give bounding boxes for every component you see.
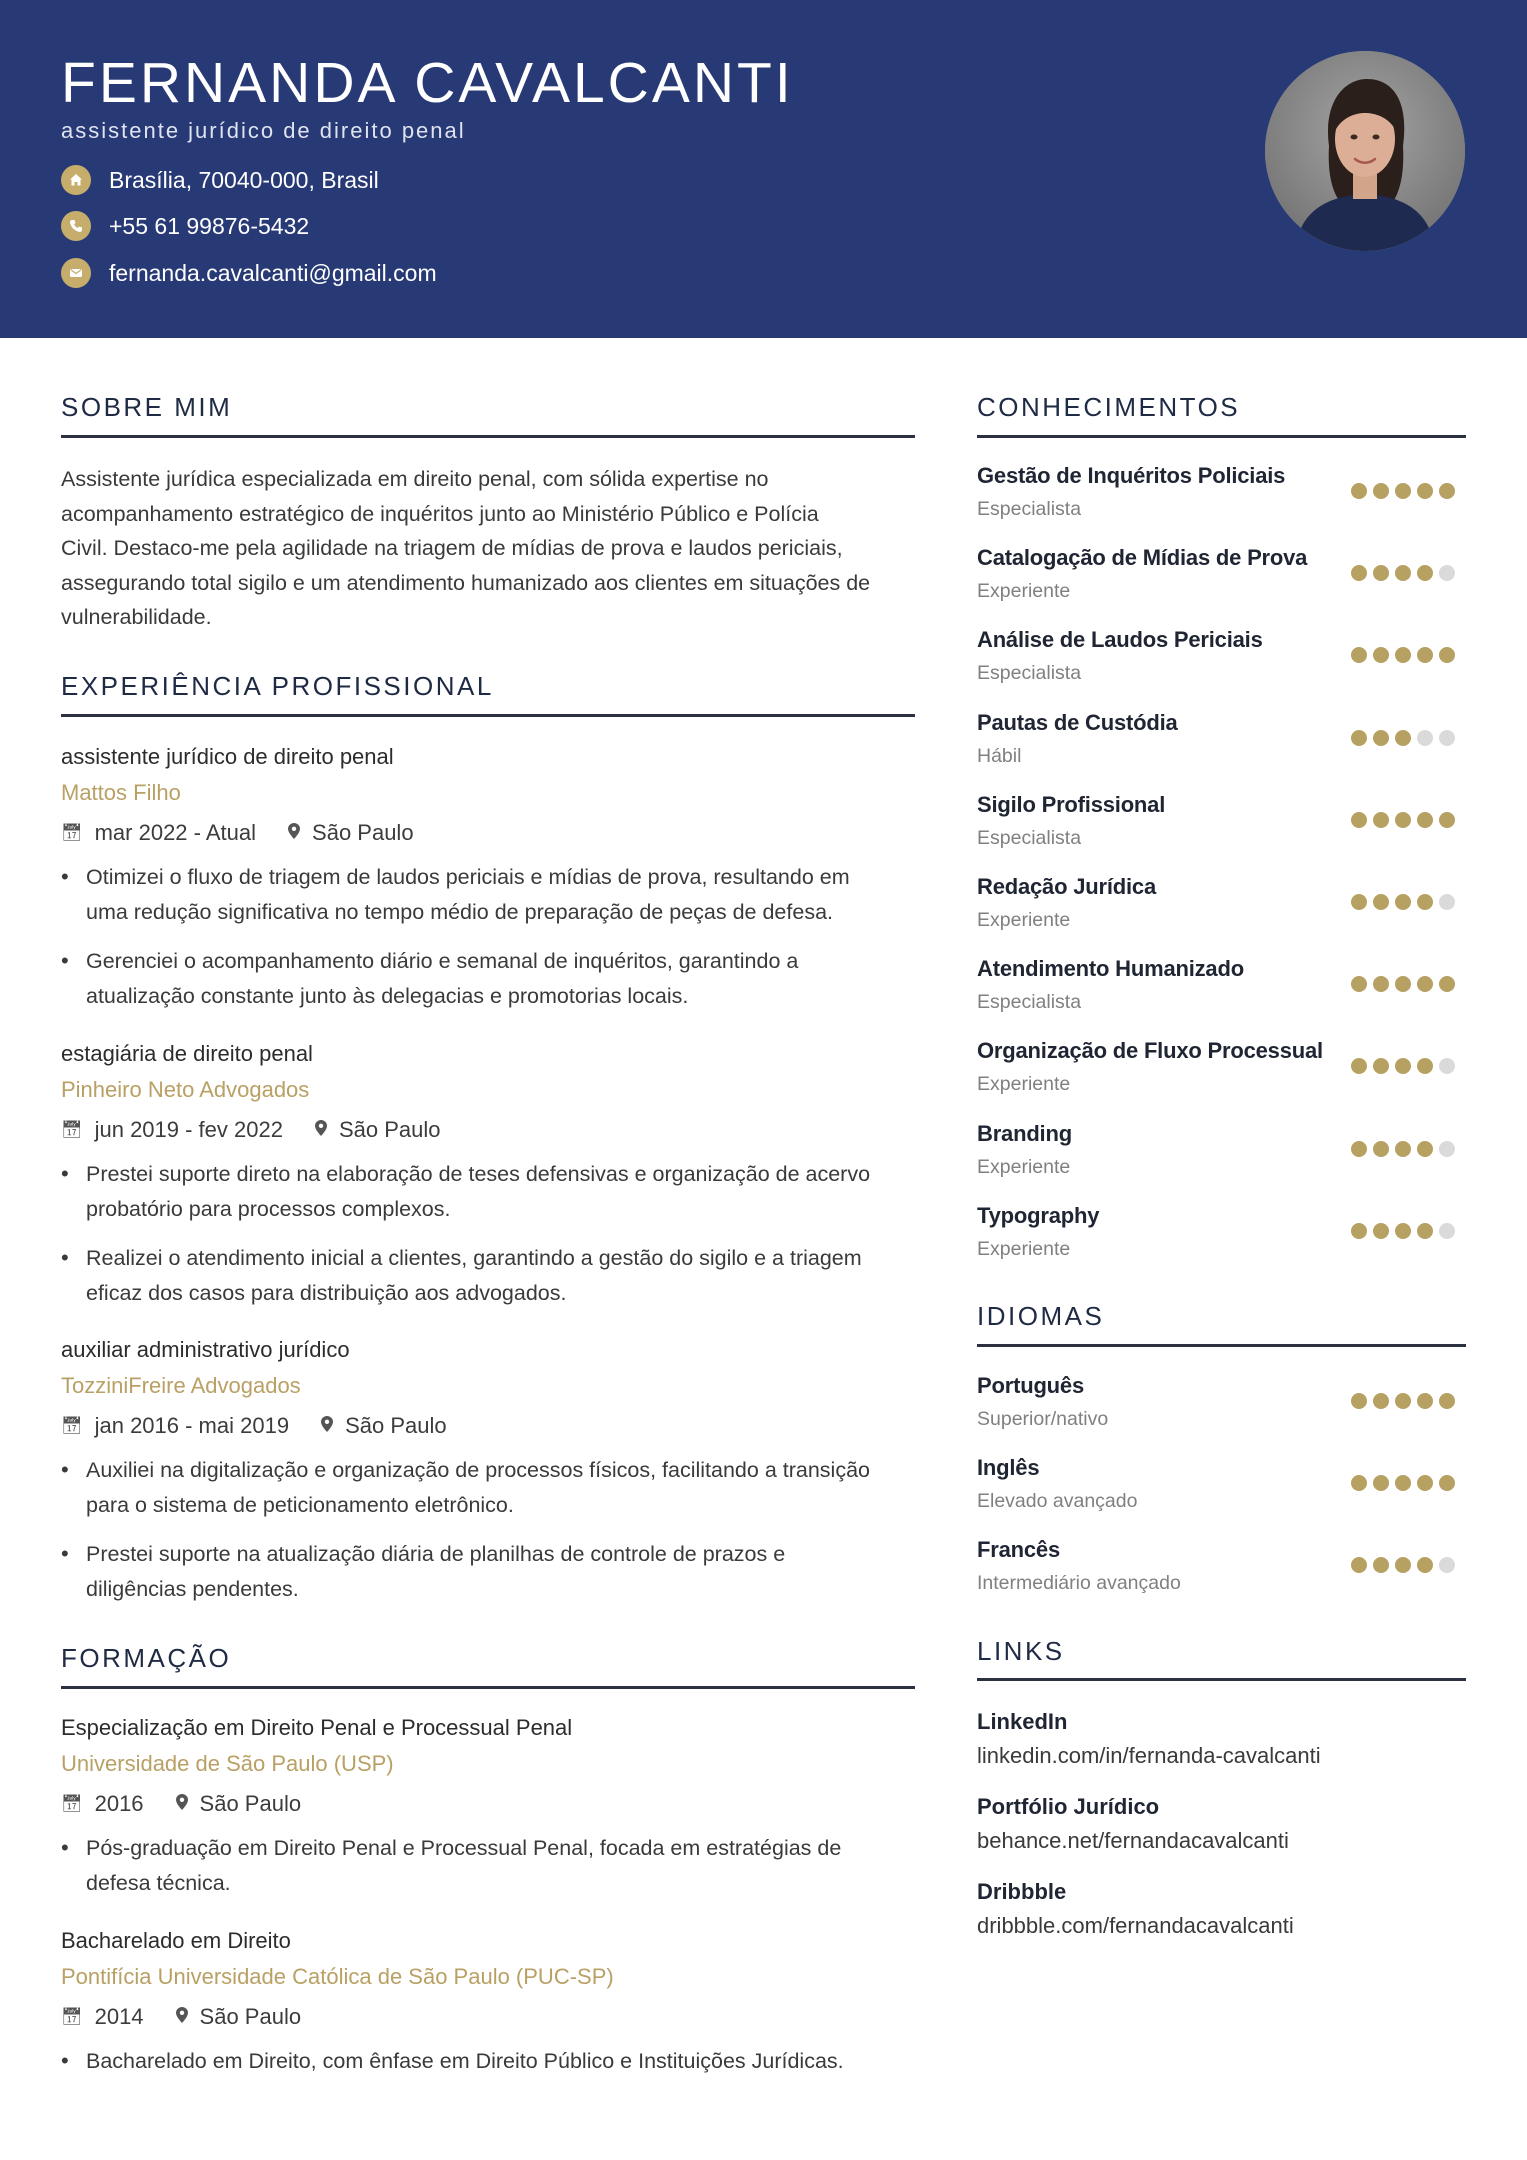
education-location: São Paulo <box>199 2004 302 2029</box>
rating-dot-filled <box>1417 812 1433 828</box>
rating-dot-filled <box>1351 1393 1367 1409</box>
job-title: assistente jurídico de direito penal <box>61 744 394 769</box>
rating-dot-filled <box>1351 976 1367 992</box>
job-meta <box>61 820 414 846</box>
rating-dot-filled <box>1395 894 1411 910</box>
company-name: TozziniFreire Advogados <box>61 1373 301 1398</box>
section-divider <box>61 1686 915 1689</box>
link-url-linkedin[interactable]: linkedin.com/in/fernanda-cavalcanti <box>977 1743 1321 1768</box>
bullet-dot: • <box>61 1245 69 1270</box>
job-bullet: • Auxiliei na digitalização e organização de processos físicos, facilitando a transição para o sistema de peticionamento eletrônico. <box>61 1453 915 1522</box>
rating-dot-filled <box>1395 1475 1411 1491</box>
section-title-experience: EXPERIÊNCIA PROFISSIONAL <box>61 671 494 701</box>
contact-address <box>61 163 379 197</box>
bullet-dot: • <box>61 864 69 889</box>
job-title: auxiliar administrativo jurídico <box>61 1337 350 1362</box>
section-divider <box>977 435 1466 438</box>
rating-dot-filled <box>1395 976 1411 992</box>
rated-item-name: Organização de Fluxo Processual <box>977 1038 1323 1064</box>
education-year: 2016 <box>94 1791 144 1816</box>
contact-email[interactable] <box>61 256 437 290</box>
rating-dot-filled <box>1351 1475 1367 1491</box>
rated-item-level: Superior/nativo <box>977 1408 1109 1430</box>
rating-dot-filled <box>1395 483 1411 499</box>
section-divider <box>61 435 915 438</box>
rating-dot-filled <box>1395 1557 1411 1573</box>
rated-item-name: Atendimento Humanizado <box>977 956 1244 982</box>
rated-item-name: Inglês <box>977 1455 1040 1480</box>
rating-dot-filled <box>1417 565 1433 581</box>
email-text[interactable]: fernanda.cavalcanti@gmail.com <box>109 259 437 286</box>
home-icon <box>61 165 91 195</box>
education-location: São Paulo <box>199 1791 302 1816</box>
rating-dot-filled <box>1417 976 1433 992</box>
rated-item-name: Redação Jurídica <box>977 874 1156 899</box>
bullet-dot: • <box>61 1835 69 1860</box>
section-divider <box>977 1678 1466 1681</box>
degree-title: Bacharelado em Direito <box>61 1928 291 1953</box>
section-title-languages: IDIOMAS <box>977 1301 1105 1331</box>
rating-dot-filled <box>1395 1393 1411 1409</box>
rating-dot-empty <box>1439 565 1455 581</box>
rated-item-name: Typography <box>977 1202 1100 1228</box>
link-url-dribbble[interactable]: dribbble.com/fernandacavalcanti <box>977 1913 1294 1938</box>
rating-dot-empty <box>1439 1557 1455 1573</box>
rating-dot-filled <box>1351 812 1367 828</box>
rating-dot-filled <box>1395 812 1411 828</box>
bullet-dot: • <box>61 1457 69 1482</box>
rating-dots <box>1351 730 1455 746</box>
about-line: vulnerabilidade. <box>61 605 212 629</box>
rating-dots <box>1351 565 1455 581</box>
location-pin-icon <box>315 1120 327 1141</box>
bullet-dot: • <box>61 2048 69 2073</box>
location-pin-icon <box>176 1794 188 1815</box>
phone-icon <box>61 211 91 241</box>
rating-dot-filled <box>1351 483 1367 499</box>
rated-item-name: Português <box>977 1373 1084 1398</box>
education-meta <box>61 1791 301 1817</box>
rating-dot-filled <box>1395 1141 1411 1157</box>
rating-dots <box>1351 1223 1455 1239</box>
rating-dots <box>1351 1058 1455 1074</box>
calendar-icon: 📅︎ <box>61 1416 83 1435</box>
rating-dot-filled <box>1417 1141 1433 1157</box>
about-line: assegurando total sigilo e um atendimento humanizado aos clientes em situações de <box>61 570 871 595</box>
job-bullet: • Gerenciei o acompanhamento diário e semanal de inquéritos, garantindo a atualização constante junto às delegacias e promotorias locais. <box>61 944 915 1013</box>
job-bullet: • Prestei suporte direto na elaboração de teses defensivas e organização de acervo probatório para processos complexos. <box>61 1157 915 1226</box>
rating-dot-filled <box>1351 1557 1367 1573</box>
rated-item-level: Hábil <box>977 744 1022 767</box>
rating-dot-filled <box>1373 1393 1389 1409</box>
about-line: acompanhamento estratégico de inquéritos junto ao Ministério Público e Polícia <box>61 501 819 526</box>
rated-item-level: Experiente <box>977 1073 1071 1096</box>
rated-item-level: Experiente <box>977 1155 1071 1178</box>
rating-dot-filled <box>1351 565 1367 581</box>
about-line: Civil. Destaco-me pela agilidade na triagem de mídias de prova e laudos periciais, <box>61 536 843 560</box>
job-bullet: • Realizei o atendimento inicial a clientes, garantindo a gestão do sigilo e a triagem eficaz dos casos para distribuição aos advogados. <box>61 1241 915 1310</box>
rating-dot-filled <box>1395 647 1411 663</box>
contact-phone <box>61 209 309 243</box>
rated-item-level: Especialista <box>977 662 1082 685</box>
rating-dot-filled <box>1373 565 1389 581</box>
degree-title: Especialização em Direito Penal e Processual Penal <box>61 1715 573 1740</box>
job-meta <box>61 1413 447 1439</box>
job-title: estagiária de direito penal <box>61 1041 313 1066</box>
calendar-icon: 📅︎ <box>61 1794 83 1813</box>
rating-dot-filled <box>1417 1557 1433 1573</box>
rated-item-level: Experiente <box>977 1237 1071 1260</box>
rating-dot-filled <box>1439 1393 1455 1409</box>
rating-dots <box>1351 1475 1455 1491</box>
rated-item-level: Especialista <box>977 826 1082 849</box>
section-title-education: FORMAÇÃO <box>61 1643 232 1673</box>
calendar-icon: 📅︎ <box>61 823 83 842</box>
school-name: Universidade de São Paulo (USP) <box>61 1751 394 1776</box>
rating-dot-filled <box>1373 976 1389 992</box>
rating-dot-filled <box>1395 1223 1411 1239</box>
rating-dot-filled <box>1351 1223 1367 1239</box>
rating-dot-filled <box>1395 565 1411 581</box>
education-year: 2014 <box>94 2004 144 2029</box>
education-meta <box>61 2004 301 2030</box>
rating-dot-filled <box>1417 483 1433 499</box>
address-text: Brasília, 70040-000, Brasil <box>109 166 379 193</box>
rated-item-name: Francês <box>977 1537 1060 1562</box>
bullet-dot: • <box>61 1541 69 1566</box>
link-url-portfolio[interactable]: behance.net/fernandacavalcanti <box>977 1828 1289 1853</box>
rating-dot-filled <box>1417 647 1433 663</box>
rating-dot-filled <box>1351 730 1367 746</box>
rating-dot-filled <box>1351 1058 1367 1074</box>
rated-item-level: Intermediário avançado <box>977 1572 1181 1594</box>
rating-dot-filled <box>1373 1475 1389 1491</box>
rating-dot-filled <box>1373 812 1389 828</box>
education-bullet: • Bacharelado em Direito, com ênfase em Direito Público e Instituições Jurídicas. <box>61 2044 915 2079</box>
rated-item-name: Análise de Laudos Periciais <box>977 627 1263 653</box>
rating-dot-filled <box>1373 1058 1389 1074</box>
rated-item-level: Especialista <box>977 498 1082 520</box>
rating-dot-empty <box>1417 730 1433 746</box>
rating-dot-empty <box>1439 894 1455 910</box>
rating-dots <box>1351 1393 1455 1409</box>
rating-dot-filled <box>1417 1223 1433 1239</box>
rated-item-name: Gestão de Inquéritos Policiais <box>977 463 1286 488</box>
phone-text: +55 61 99876-5432 <box>109 212 310 239</box>
bullet-dot: • <box>61 948 69 973</box>
rated-item-name: Sigilo Profissional <box>977 791 1166 817</box>
rating-dot-filled <box>1373 894 1389 910</box>
resume-header <box>0 0 1527 338</box>
rated-item-level: Especialista <box>977 991 1082 1014</box>
rating-dot-empty <box>1439 1223 1455 1239</box>
rating-dot-filled <box>1373 1557 1389 1573</box>
candidate-name: FERNANDA CAVALCANTI <box>61 51 794 115</box>
job-dates: mar 2022 - Atual <box>94 820 257 845</box>
location-pin-icon <box>176 2007 188 2028</box>
rating-dot-filled <box>1417 1058 1433 1074</box>
link-label-portfolio: Portfólio Jurídico <box>977 1794 1160 1819</box>
section-title-about: SOBRE MIM <box>61 392 233 422</box>
rating-dot-filled <box>1373 483 1389 499</box>
rating-dot-filled <box>1373 730 1389 746</box>
rating-dot-filled <box>1417 1475 1433 1491</box>
calendar-icon: 📅︎ <box>61 1120 83 1139</box>
job-dates: jun 2019 - fev 2022 <box>94 1117 283 1142</box>
about-paragraph <box>61 462 915 635</box>
calendar-icon: 📅︎ <box>61 2007 83 2026</box>
job-bullet: • Prestei suporte na atualização diária de planilhas de controle de prazos e diligências pendentes. <box>61 1537 915 1606</box>
mail-icon <box>61 258 91 288</box>
rating-dot-filled <box>1417 1393 1433 1409</box>
location-pin-icon <box>321 1416 333 1437</box>
rating-dot-filled <box>1439 812 1455 828</box>
rating-dot-filled <box>1373 1141 1389 1157</box>
bullet-dot: • <box>61 1161 69 1186</box>
rating-dot-empty <box>1439 1058 1455 1074</box>
rated-item-level: Experiente <box>977 909 1071 931</box>
rating-dot-filled <box>1439 976 1455 992</box>
rating-dots <box>1351 1141 1455 1157</box>
rating-dots <box>1351 976 1455 992</box>
section-divider <box>61 714 915 717</box>
rating-dot-filled <box>1351 647 1367 663</box>
section-title-links: LINKS <box>977 1636 1065 1666</box>
rating-dot-filled <box>1351 894 1367 910</box>
company-name: Mattos Filho <box>61 780 181 805</box>
rating-dot-filled <box>1417 894 1433 910</box>
rated-item-name: Pautas de Custódia <box>977 709 1178 735</box>
link-label-linkedin: LinkedIn <box>977 1709 1068 1734</box>
section-title-skills: CONHECIMENTOS <box>977 392 1241 422</box>
rating-dots <box>1351 894 1455 910</box>
education-bullet: • Pós-graduação em Direito Penal e Processual Penal, focada em estratégias de defesa técnica. <box>61 1831 915 1900</box>
rating-dot-empty <box>1439 730 1455 746</box>
rated-item-name: Branding <box>977 1120 1072 1146</box>
location-pin-icon <box>288 823 300 844</box>
rating-dots <box>1351 483 1455 499</box>
rating-dot-filled <box>1351 1141 1367 1157</box>
rating-dots <box>1351 1557 1455 1573</box>
job-dates: jan 2016 - mai 2019 <box>94 1413 290 1438</box>
rating-dot-filled <box>1439 1475 1455 1491</box>
rating-dot-filled <box>1439 647 1455 663</box>
rating-dot-empty <box>1439 1141 1455 1157</box>
job-meta <box>61 1117 441 1143</box>
job-bullet: • Otimizei o fluxo de triagem de laudos periciais e mídias de prova, resultando em uma redução significativa no tempo médio de preparação de peças de defesa. <box>61 860 915 929</box>
rating-dots <box>1351 647 1455 663</box>
job-location: São Paulo <box>338 1117 441 1142</box>
rating-dot-filled <box>1395 730 1411 746</box>
link-label-dribbble: Dribbble <box>977 1879 1067 1904</box>
rating-dot-filled <box>1373 1223 1389 1239</box>
about-line: Assistente jurídica especializada em direito penal, com sólida expertise no <box>61 467 769 491</box>
profile-photo <box>1265 51 1465 251</box>
job-location: São Paulo <box>345 1413 447 1438</box>
job-location: São Paulo <box>312 820 414 845</box>
rating-dot-filled <box>1373 647 1389 663</box>
candidate-title: assistente jurídico de direito penal <box>61 118 466 143</box>
rated-item-name: Catalogação de Mídias de Prova <box>977 545 1308 571</box>
rating-dots <box>1351 812 1455 828</box>
rated-item-level: Elevado avançado <box>977 1490 1138 1512</box>
rating-dot-filled <box>1439 483 1455 499</box>
rating-dot-filled <box>1395 1058 1411 1074</box>
rated-item-level: Experiente <box>977 580 1071 603</box>
section-divider <box>977 1344 1466 1347</box>
school-name: Pontifícia Universidade Católica de São Paulo (PUC-SP) <box>61 1964 614 1989</box>
company-name: Pinheiro Neto Advogados <box>61 1077 310 1102</box>
